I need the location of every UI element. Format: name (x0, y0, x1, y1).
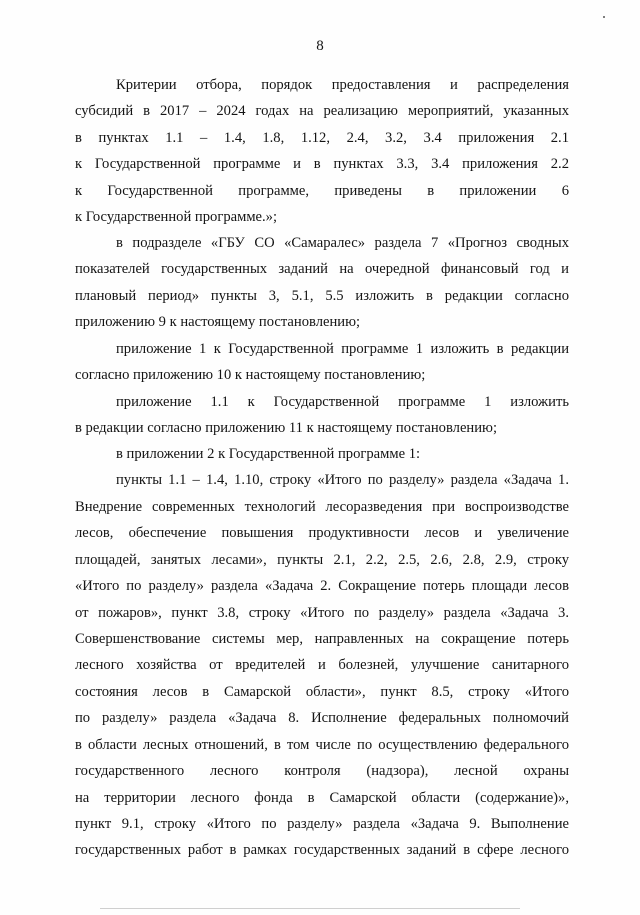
text-line: приложению 9 к настоящему постановлению; (75, 314, 361, 330)
text-line: от пожаров», пункт 3.8, строку «Итого по разделу» раздела «Задача 3. (75, 605, 569, 621)
text-line: Совершенствование системы мер, направленных на сокращение потерь (75, 631, 569, 647)
text-line: приложение 1 к Государственной программе 1 изложить в редакции (116, 341, 569, 357)
text-line: в области лесных отношений, в том числе по осуществлению федерального (75, 737, 569, 753)
text-line: к Государственной программе, приведены в приложении 6 (75, 183, 569, 199)
text-line: площадей, занятых лесами», пункты 2.1, 2.2, 2.5, 2.6, 2.8, 2.9, строку (75, 552, 569, 568)
scan-speck (603, 16, 605, 18)
text-line: в редакции согласно приложению 11 к настоящему постановлению; (75, 420, 498, 436)
text-line: плановый период» пункты 3, 5.1, 5.5 изложить в редакции согласно (75, 288, 569, 304)
text-line: по разделу» раздела «Задача 8. Исполнение федеральных полномочий (75, 710, 569, 726)
text-line: показателей государственных заданий на очередной финансовый год и (75, 261, 569, 277)
text-line: лесного хозяйства от вредителей и болезней, улучшение санитарного (75, 657, 569, 673)
scan-edge-line (100, 908, 520, 909)
text-line: пункты 1.1 – 1.4, 1.10, строку «Итого по разделу» раздела «Задача 1. (116, 472, 569, 488)
text-line: на территории лесного фонда в Самарской области (содержание)», (75, 790, 569, 806)
text-line: в пунктах 1.1 – 1.4, 1.8, 1.12, 2.4, 3.2, 3.4 приложения 2.1 (75, 130, 569, 146)
page-number: 8 (316, 38, 324, 54)
text-line: «Итого по разделу» раздела «Задача 2. Сокращение потерь площади лесов (75, 578, 569, 594)
text-line: в подразделе «ГБУ СО «Самаралес» раздела 7 «Прогноз сводных (116, 235, 569, 251)
text-line: в приложении 2 к Государственной программе 1: (116, 446, 421, 462)
text-line: государственного лесного контроля (надзора), лесной охраны (75, 763, 569, 779)
text-line: к Государственной программе.»; (75, 209, 278, 225)
text-line: субсидий в 2017 – 2024 годах на реализацию мероприятий, указанных (75, 103, 569, 119)
text-line: государственных работ в рамках государственных заданий в сфере лесного (75, 842, 569, 858)
text-line: лесов, обеспечение повышения продуктивности лесов и увеличение (75, 525, 569, 541)
text-line: состояния лесов в Самарской области», пункт 8.5, строку «Итого (75, 684, 569, 700)
text-line: Внедрение современных технологий лесоразведения при воспроизводстве (75, 499, 569, 515)
text-line: к Государственной программе и в пунктах 3.3, 3.4 приложения 2.2 (75, 156, 569, 172)
text-line: пункт 9.1, строку «Итого по разделу» раздела «Задача 9. Выполнение (75, 816, 569, 832)
text-line: приложение 1.1 к Государственной программе 1 изложить (116, 394, 569, 410)
text-line: Критерии отбора, порядок предоставления и распределения (116, 77, 569, 93)
text-line: согласно приложению 10 к настоящему постановлению; (75, 367, 426, 383)
